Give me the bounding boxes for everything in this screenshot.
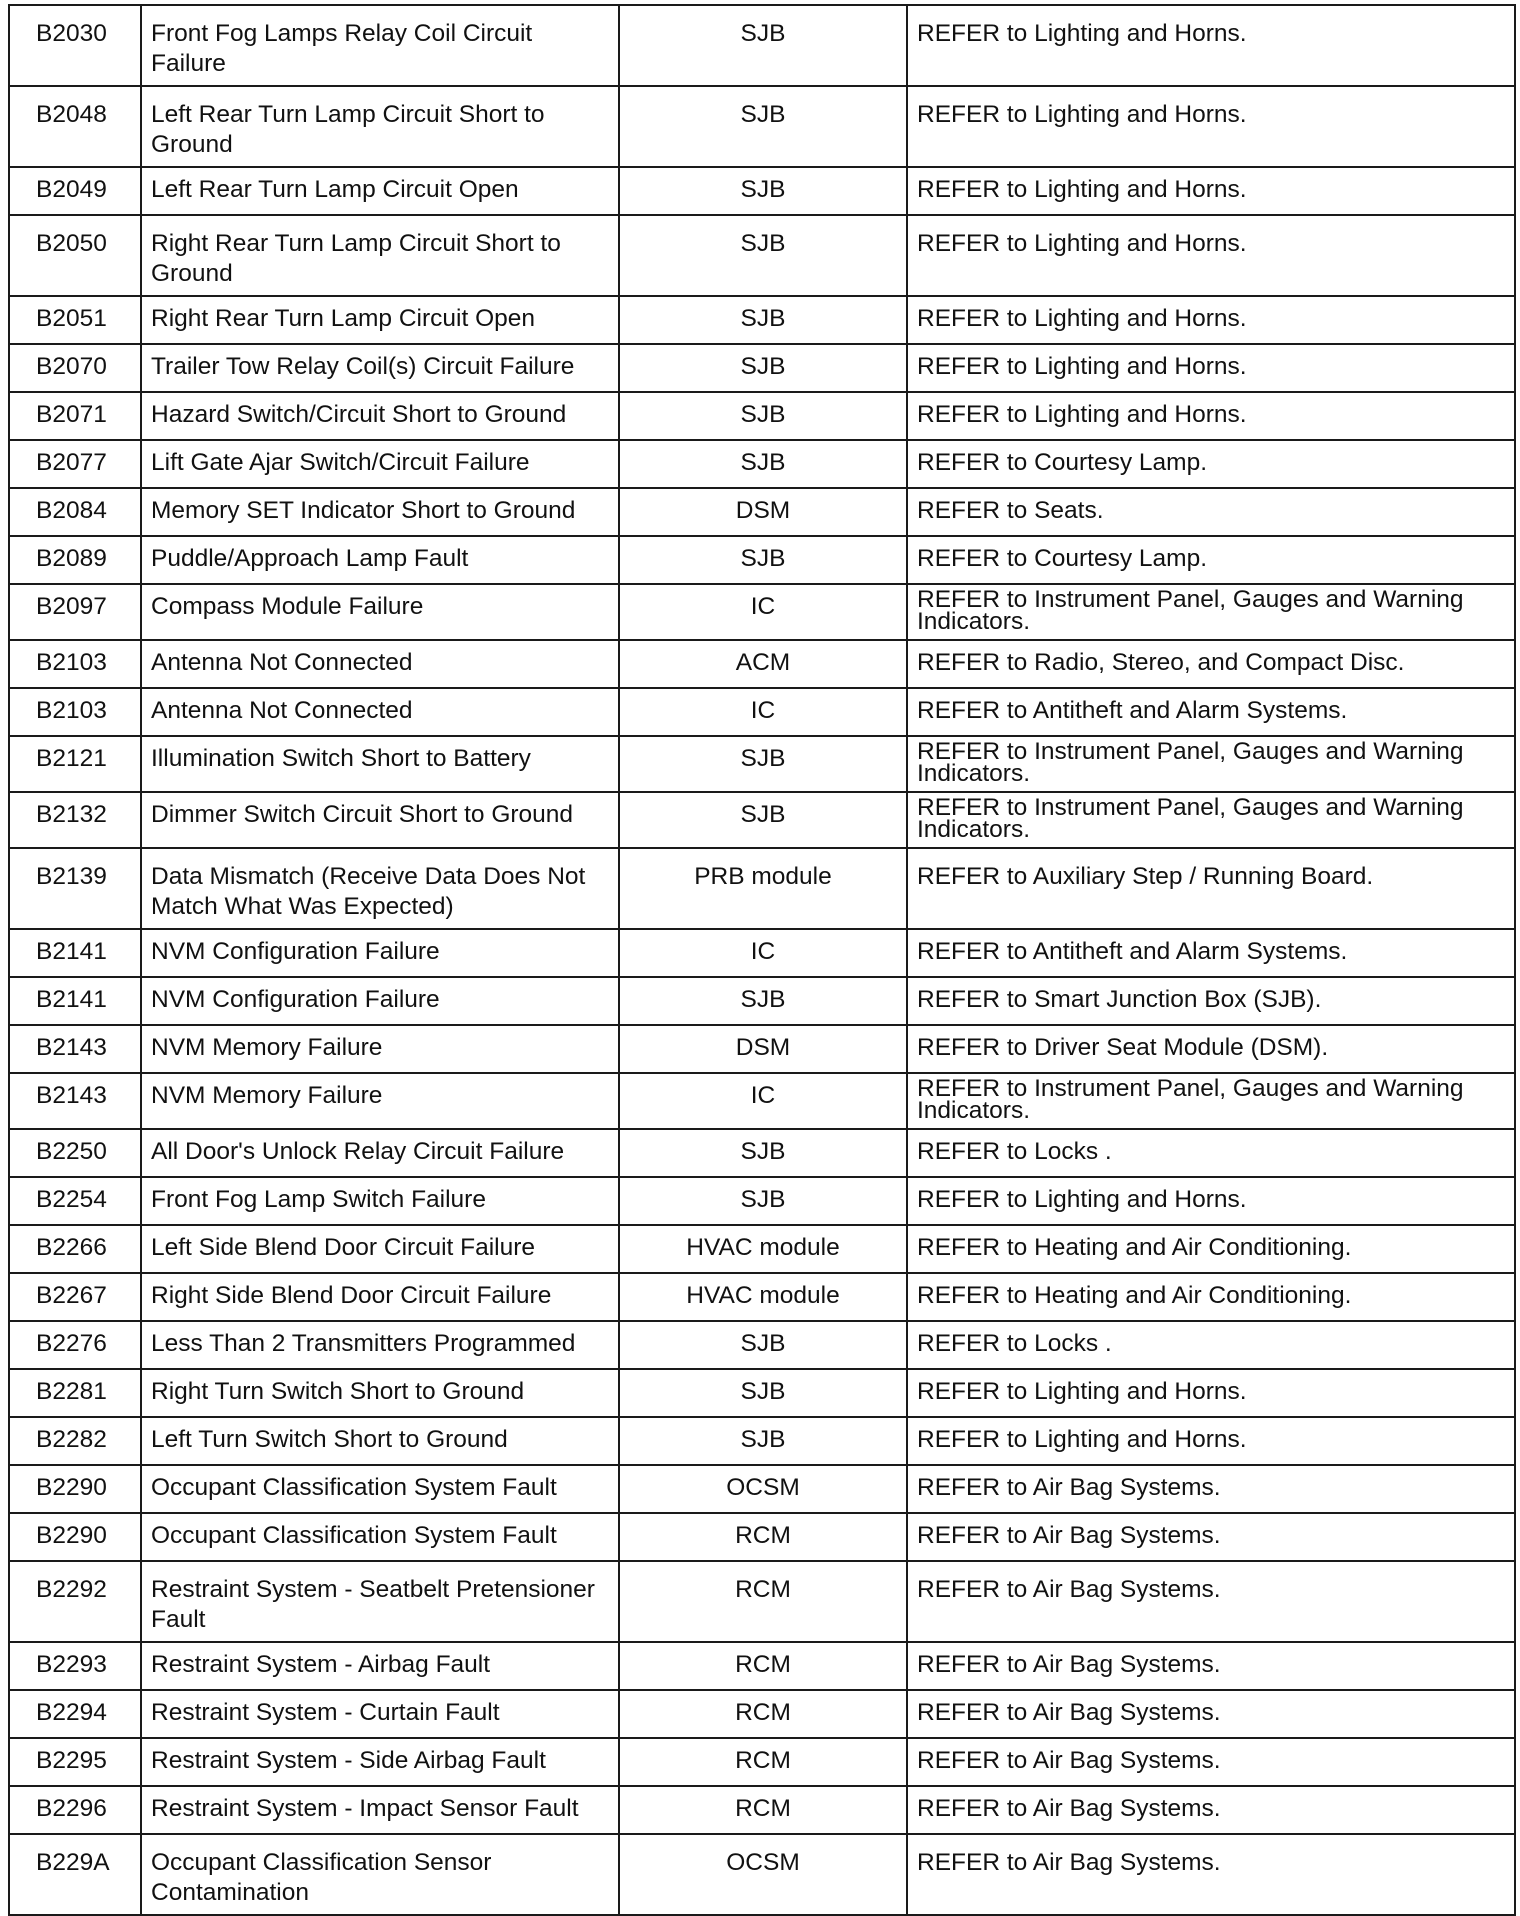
dtc-code-cell: B2103 <box>9 640 141 688</box>
table-row <box>9 1369 1515 1417</box>
description-cell: Restraint System - Side Airbag Fault <box>141 1738 619 1786</box>
module-cell: SJB <box>619 1369 907 1417</box>
action-cell: REFER to Instrument Panel, Gauges and Warning Indicators. <box>907 584 1515 640</box>
module-cell: IC <box>619 688 907 736</box>
dtc-code-cell: B2048 <box>9 86 141 167</box>
action-cell: REFER to Heating and Air Conditioning. <box>907 1273 1515 1321</box>
description-cell: Left Turn Switch Short to Ground <box>141 1417 619 1465</box>
table-row <box>9 167 1515 215</box>
dtc-code-cell: B2050 <box>9 215 141 296</box>
description-cell: Restraint System - Impact Sensor Fault <box>141 1786 619 1834</box>
table-row <box>9 1177 1515 1225</box>
dtc-code-cell: B2294 <box>9 1690 141 1738</box>
module-cell: SJB <box>619 1129 907 1177</box>
action-cell: REFER to Auxiliary Step / Running Board. <box>907 848 1515 929</box>
module-cell: HVAC module <box>619 1225 907 1273</box>
module-cell: SJB <box>619 1321 907 1369</box>
table-row <box>9 848 1515 929</box>
action-cell: REFER to Radio, Stereo, and Compact Disc. <box>907 640 1515 688</box>
module-cell: IC <box>619 584 907 640</box>
action-cell: REFER to Antitheft and Alarm Systems. <box>907 688 1515 736</box>
table-row <box>9 584 1515 640</box>
action-cell: REFER to Lighting and Horns. <box>907 167 1515 215</box>
action-cell: REFER to Courtesy Lamp. <box>907 536 1515 584</box>
action-cell: REFER to Air Bag Systems. <box>907 1834 1515 1915</box>
module-cell: HVAC module <box>619 1273 907 1321</box>
module-cell: IC <box>619 929 907 977</box>
action-cell: REFER to Lighting and Horns. <box>907 1369 1515 1417</box>
description-cell: Restraint System - Airbag Fault <box>141 1642 619 1690</box>
module-cell: RCM <box>619 1642 907 1690</box>
dtc-code-cell: B2276 <box>9 1321 141 1369</box>
dtc-code-cell: B2290 <box>9 1465 141 1513</box>
action-cell: REFER to Lighting and Horns. <box>907 344 1515 392</box>
description-cell: NVM Configuration Failure <box>141 977 619 1025</box>
action-cell: REFER to Air Bag Systems. <box>907 1642 1515 1690</box>
dtc-code-cell: B2141 <box>9 977 141 1025</box>
dtc-code-cell: B2089 <box>9 536 141 584</box>
action-cell: REFER to Courtesy Lamp. <box>907 440 1515 488</box>
description-cell: Hazard Switch/Circuit Short to Ground <box>141 392 619 440</box>
table-row <box>9 1642 1515 1690</box>
action-cell: REFER to Heating and Air Conditioning. <box>907 1225 1515 1273</box>
description-cell: All Door's Unlock Relay Circuit Failure <box>141 1129 619 1177</box>
table-row <box>9 1225 1515 1273</box>
table-row <box>9 1129 1515 1177</box>
action-cell: REFER to Air Bag Systems. <box>907 1786 1515 1834</box>
table-row <box>9 344 1515 392</box>
action-cell: REFER to Air Bag Systems. <box>907 1513 1515 1561</box>
dtc-code-cell: B2281 <box>9 1369 141 1417</box>
description-cell: Right Turn Switch Short to Ground <box>141 1369 619 1417</box>
dtc-code-cell: B2292 <box>9 1561 141 1642</box>
module-cell: OCSM <box>619 1465 907 1513</box>
table-row <box>9 792 1515 848</box>
table-row <box>9 1321 1515 1369</box>
module-cell: SJB <box>619 536 907 584</box>
module-cell: DSM <box>619 1025 907 1073</box>
module-cell: RCM <box>619 1786 907 1834</box>
dtc-table <box>8 4 1516 1916</box>
table-row <box>9 1690 1515 1738</box>
module-cell: RCM <box>619 1513 907 1561</box>
module-cell: RCM <box>619 1738 907 1786</box>
table-row <box>9 296 1515 344</box>
dtc-code-cell: B2132 <box>9 792 141 848</box>
dtc-code-cell: B2267 <box>9 1273 141 1321</box>
description-cell: Right Rear Turn Lamp Circuit Open <box>141 296 619 344</box>
action-cell: REFER to Air Bag Systems. <box>907 1690 1515 1738</box>
module-cell: SJB <box>619 215 907 296</box>
module-cell: SJB <box>619 1177 907 1225</box>
table-row <box>9 392 1515 440</box>
module-cell: SJB <box>619 296 907 344</box>
description-cell: Memory SET Indicator Short to Ground <box>141 488 619 536</box>
module-cell: RCM <box>619 1561 907 1642</box>
module-cell: DSM <box>619 488 907 536</box>
table-row <box>9 1738 1515 1786</box>
dtc-code-cell: B2143 <box>9 1073 141 1129</box>
dtc-code-cell: B2077 <box>9 440 141 488</box>
table-row <box>9 1465 1515 1513</box>
module-cell: ACM <box>619 640 907 688</box>
table-row <box>9 1273 1515 1321</box>
module-cell: SJB <box>619 792 907 848</box>
module-cell: SJB <box>619 440 907 488</box>
table-row <box>9 1025 1515 1073</box>
dtc-code-cell: B2141 <box>9 929 141 977</box>
description-cell: Antenna Not Connected <box>141 640 619 688</box>
description-cell: Antenna Not Connected <box>141 688 619 736</box>
table-row <box>9 1513 1515 1561</box>
description-cell: Trailer Tow Relay Coil(s) Circuit Failure <box>141 344 619 392</box>
description-cell: Left Side Blend Door Circuit Failure <box>141 1225 619 1273</box>
action-cell: REFER to Lighting and Horns. <box>907 215 1515 296</box>
description-cell: Compass Module Failure <box>141 584 619 640</box>
table-row <box>9 1561 1515 1642</box>
table-row <box>9 688 1515 736</box>
action-cell: REFER to Lighting and Horns. <box>907 1417 1515 1465</box>
table-row <box>9 5 1515 86</box>
dtc-code-cell: B2084 <box>9 488 141 536</box>
description-cell: Front Fog Lamp Switch Failure <box>141 1177 619 1225</box>
module-cell: SJB <box>619 977 907 1025</box>
dtc-code-cell: B2139 <box>9 848 141 929</box>
description-cell: NVM Configuration Failure <box>141 929 619 977</box>
action-cell: REFER to Air Bag Systems. <box>907 1561 1515 1642</box>
dtc-code-cell: B2030 <box>9 5 141 86</box>
description-cell: Lift Gate Ajar Switch/Circuit Failure <box>141 440 619 488</box>
description-cell: Restraint System - Curtain Fault <box>141 1690 619 1738</box>
module-cell: IC <box>619 1073 907 1129</box>
table-row <box>9 1417 1515 1465</box>
table-row <box>9 736 1515 792</box>
dtc-code-cell: B2250 <box>9 1129 141 1177</box>
action-cell: REFER to Air Bag Systems. <box>907 1465 1515 1513</box>
dtc-code-cell: B2143 <box>9 1025 141 1073</box>
description-cell: Front Fog Lamps Relay Coil Circuit Failure <box>141 5 619 86</box>
module-cell: SJB <box>619 392 907 440</box>
description-cell: Data Mismatch (Receive Data Does Not Match What Was Expected) <box>141 848 619 929</box>
dtc-code-cell: B2254 <box>9 1177 141 1225</box>
action-cell: REFER to Lighting and Horns. <box>907 5 1515 86</box>
action-cell: REFER to Lighting and Horns. <box>907 86 1515 167</box>
table-row <box>9 640 1515 688</box>
dtc-code-cell: B2103 <box>9 688 141 736</box>
dtc-code-cell: B2295 <box>9 1738 141 1786</box>
action-cell: REFER to Antitheft and Alarm Systems. <box>907 929 1515 977</box>
description-cell: Illumination Switch Short to Battery <box>141 736 619 792</box>
action-cell: REFER to Lighting and Horns. <box>907 296 1515 344</box>
description-cell: Right Side Blend Door Circuit Failure <box>141 1273 619 1321</box>
description-cell: Occupant Classification System Fault <box>141 1513 619 1561</box>
dtc-code-cell: B2097 <box>9 584 141 640</box>
dtc-code-cell: B2290 <box>9 1513 141 1561</box>
description-cell: Occupant Classification System Fault <box>141 1465 619 1513</box>
module-cell: OCSM <box>619 1834 907 1915</box>
table-row <box>9 929 1515 977</box>
module-cell: SJB <box>619 167 907 215</box>
action-cell: REFER to Instrument Panel, Gauges and Warning Indicators. <box>907 792 1515 848</box>
dtc-code-cell: B2070 <box>9 344 141 392</box>
description-cell: Dimmer Switch Circuit Short to Ground <box>141 792 619 848</box>
action-cell: REFER to Driver Seat Module (DSM). <box>907 1025 1515 1073</box>
dtc-code-cell: B2051 <box>9 296 141 344</box>
table-row <box>9 488 1515 536</box>
description-cell: NVM Memory Failure <box>141 1025 619 1073</box>
action-cell: REFER to Locks . <box>907 1321 1515 1369</box>
module-cell: PRB module <box>619 848 907 929</box>
description-cell: Right Rear Turn Lamp Circuit Short to Ground <box>141 215 619 296</box>
table-row <box>9 86 1515 167</box>
module-cell: SJB <box>619 736 907 792</box>
dtc-code-cell: B229A <box>9 1834 141 1915</box>
action-cell: REFER to Locks . <box>907 1129 1515 1177</box>
description-cell: Left Rear Turn Lamp Circuit Open <box>141 167 619 215</box>
action-cell: REFER to Instrument Panel, Gauges and Warning Indicators. <box>907 736 1515 792</box>
module-cell: SJB <box>619 86 907 167</box>
table-row <box>9 536 1515 584</box>
description-cell: NVM Memory Failure <box>141 1073 619 1129</box>
table-row <box>9 440 1515 488</box>
module-cell: SJB <box>619 5 907 86</box>
description-cell: Left Rear Turn Lamp Circuit Short to Ground <box>141 86 619 167</box>
dtc-code-cell: B2071 <box>9 392 141 440</box>
table-row <box>9 1073 1515 1129</box>
action-cell: REFER to Air Bag Systems. <box>907 1738 1515 1786</box>
module-cell: RCM <box>619 1690 907 1738</box>
table-row <box>9 1834 1515 1915</box>
dtc-code-cell: B2296 <box>9 1786 141 1834</box>
description-cell: Restraint System - Seatbelt Pretensioner Fault <box>141 1561 619 1642</box>
table-row <box>9 1786 1515 1834</box>
description-cell: Occupant Classification Sensor Contamination <box>141 1834 619 1915</box>
table-row <box>9 215 1515 296</box>
dtc-code-cell: B2293 <box>9 1642 141 1690</box>
action-cell: REFER to Lighting and Horns. <box>907 1177 1515 1225</box>
dtc-code-cell: B2049 <box>9 167 141 215</box>
dtc-code-cell: B2121 <box>9 736 141 792</box>
action-cell: REFER to Seats. <box>907 488 1515 536</box>
description-cell: Puddle/Approach Lamp Fault <box>141 536 619 584</box>
dtc-code-cell: B2266 <box>9 1225 141 1273</box>
action-cell: REFER to Smart Junction Box (SJB). <box>907 977 1515 1025</box>
table-row <box>9 977 1515 1025</box>
action-cell: REFER to Lighting and Horns. <box>907 392 1515 440</box>
dtc-code-cell: B2282 <box>9 1417 141 1465</box>
description-cell: Less Than 2 Transmitters Programmed <box>141 1321 619 1369</box>
module-cell: SJB <box>619 1417 907 1465</box>
action-cell: REFER to Instrument Panel, Gauges and Warning Indicators. <box>907 1073 1515 1129</box>
module-cell: SJB <box>619 344 907 392</box>
dtc-table-body <box>9 5 1515 1915</box>
